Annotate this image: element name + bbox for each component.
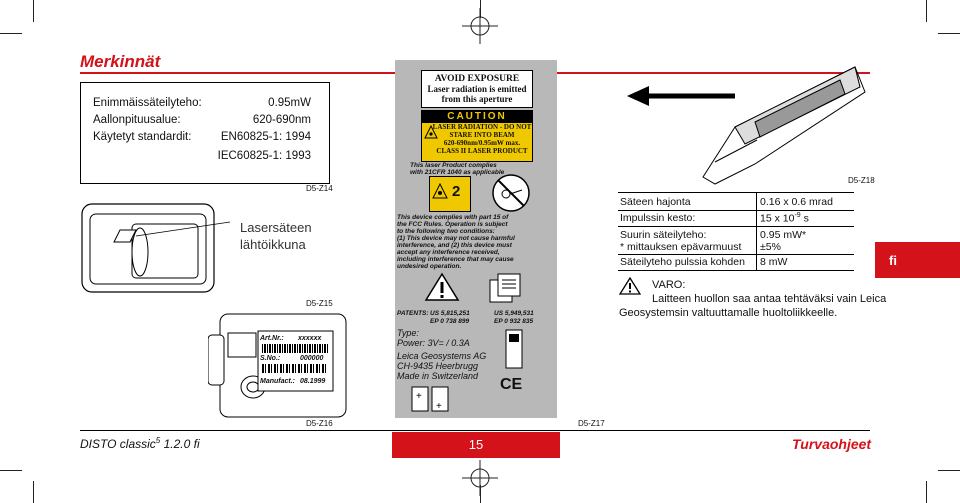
type-label: Type: [397, 328, 419, 338]
footer-product: DISTO classic$^5$ 1.2.0 fi [80, 436, 200, 451]
table-row [618, 226, 854, 255]
table-row [618, 254, 854, 271]
sno-label: S.No.: [260, 355, 281, 362]
sno-value: 000000 [300, 355, 324, 362]
caution-text: CLASS II LASER PRODUCT [436, 147, 528, 155]
ce-mark: CE [500, 376, 523, 393]
spec-value: IEC60825-1: 1993 [217, 150, 311, 162]
fcc-text: interference, and (2) this device must [397, 242, 512, 249]
table-cell: ±5% [760, 241, 781, 253]
crop-mark [926, 0, 927, 22]
complies-text: This laser Product complies [410, 162, 497, 169]
crop-mark [33, 0, 34, 22]
table-cell: 0.16 x 0.6 mrad [760, 196, 833, 208]
spec-label: Käytetyt standardit: [93, 131, 192, 143]
language-tab [875, 242, 960, 278]
svg-text:+: + [436, 401, 442, 412]
company-text: Made in Switzerland [397, 371, 479, 381]
table-cell: Säteilyteho pulssia kohden [620, 256, 745, 268]
table-cell: Impulssin kesto: [620, 212, 696, 224]
figure-code: D5-Z17 [578, 419, 605, 428]
company-text: CH-9435 Heerbrugg [397, 361, 479, 371]
caution-label [421, 110, 533, 162]
table-cell: 15 x $10^{-9}$ s [760, 212, 809, 225]
patent-number: US 5,949,531 [494, 310, 534, 317]
caution-text: STARE INTO BEAM [449, 131, 515, 139]
language-tab-label: fi [889, 253, 897, 268]
crop-mark [938, 470, 960, 471]
aperture-label-line2: lähtöikkuna [240, 237, 306, 252]
spec-value: 0.95mW [268, 97, 311, 109]
laser-class-label [429, 176, 471, 212]
footer-section: Turvaohjeet [792, 436, 872, 452]
spec-value: 620-690nm [252, 114, 311, 126]
caution-text: LASER RADIATION - DO NOT [432, 123, 532, 131]
avoid-exposure-text: from this aperture [441, 94, 513, 104]
read-manual-icon [488, 272, 522, 304]
laser-warning-icon [424, 125, 438, 139]
fcc-text: the FCC Rules. Operation is subject [397, 221, 508, 228]
aperture-label-line1: Lasersäteen [240, 220, 312, 235]
barcode [262, 344, 328, 353]
avoid-exposure-text: Laser radiation is emitted [427, 84, 527, 94]
page-title: Merkinnät [80, 52, 161, 71]
spec-label: Aallonpituusalue: [93, 114, 181, 126]
table-cell: Säteen hajonta [620, 196, 691, 208]
warning-triangle-icon [619, 277, 641, 295]
company-text: Leica Geosystems AG [397, 351, 487, 361]
table-cell: * mittauksen epävarmuust [620, 241, 742, 253]
device-front-illustration [80, 200, 230, 295]
figure-code: D5-Z14 [306, 184, 333, 193]
table-cell: 0.95 mW* [760, 229, 807, 241]
spec-label: Enimmäissäteilyteho: [93, 97, 202, 109]
figure-code: D5-Z16 [306, 419, 333, 428]
patent-number: US 5,815,251 [430, 310, 470, 317]
warning-text: Geosystemsin valtuuttamalle huoltoliikkeelle. [619, 307, 838, 319]
spec-value: EN60825-1: 1994 [220, 131, 311, 143]
art-nr-label: Art.Nr.: [260, 335, 284, 342]
crop-mark [926, 481, 927, 503]
fcc-text: This device complies with part 15 of [397, 214, 509, 221]
do-not-stare-icon [490, 172, 532, 214]
table-cell: Suurin säteilyteho: [620, 229, 707, 241]
patent-number: EP 0 738 899 [430, 318, 470, 325]
warning-text: Laitteen huollon saa antaa tehtäväksi vain Leica [652, 293, 887, 305]
fcc-text: including interference that may cause [397, 256, 514, 263]
warning-triangle-icon [424, 272, 460, 302]
power-rating: Power: 3V= / 0.3A [397, 338, 470, 348]
table-row [618, 209, 854, 227]
svg-text:+: + [416, 391, 422, 402]
crop-mark [938, 33, 960, 34]
fcc-text: to the following two conditions: [397, 228, 495, 235]
crop-mark [33, 481, 34, 503]
figure-code: D5-Z15 [306, 299, 333, 308]
patent-number: EP 0 932 835 [494, 318, 534, 325]
table-cell: 8 mW [760, 256, 788, 268]
barcode [262, 364, 328, 373]
laser-warning-icon [432, 183, 448, 199]
fcc-text: (1) This device may not cause harmful [397, 235, 515, 242]
footer-rule [80, 430, 870, 431]
spec-box [80, 82, 330, 184]
complies-text: with 21CFR 1040 as applicable [410, 169, 505, 176]
crop-mark [0, 33, 22, 34]
avoid-exposure-label [421, 70, 533, 108]
caution-text: 620-690nm/0.95mW max. [443, 139, 521, 147]
page-number: 15 [392, 432, 560, 458]
battery-slot-icon [504, 328, 524, 370]
fcc-text: undesired operation. [397, 263, 462, 270]
caution-heading: CAUTION [422, 111, 532, 123]
device-side-illustration [625, 52, 870, 187]
laser-class-number: 2 [452, 183, 461, 200]
registration-mark [462, 8, 498, 44]
art-nr-value: xxxxxx [298, 335, 322, 342]
battery-icon [410, 385, 450, 413]
figure-code: D5-Z18 [848, 176, 875, 185]
fcc-text: accept any interference received, [397, 249, 500, 256]
manufact-value: 08.1999 [300, 378, 326, 385]
avoid-exposure-text: AVOID EXPOSURE [434, 74, 520, 84]
warning-title: VARO: [652, 279, 686, 291]
patents-label: PATENTS: [397, 310, 429, 317]
table-divider [756, 192, 757, 270]
registration-mark [462, 460, 498, 496]
crop-mark [0, 470, 22, 471]
manufact-label: Manufact.: [260, 378, 295, 385]
